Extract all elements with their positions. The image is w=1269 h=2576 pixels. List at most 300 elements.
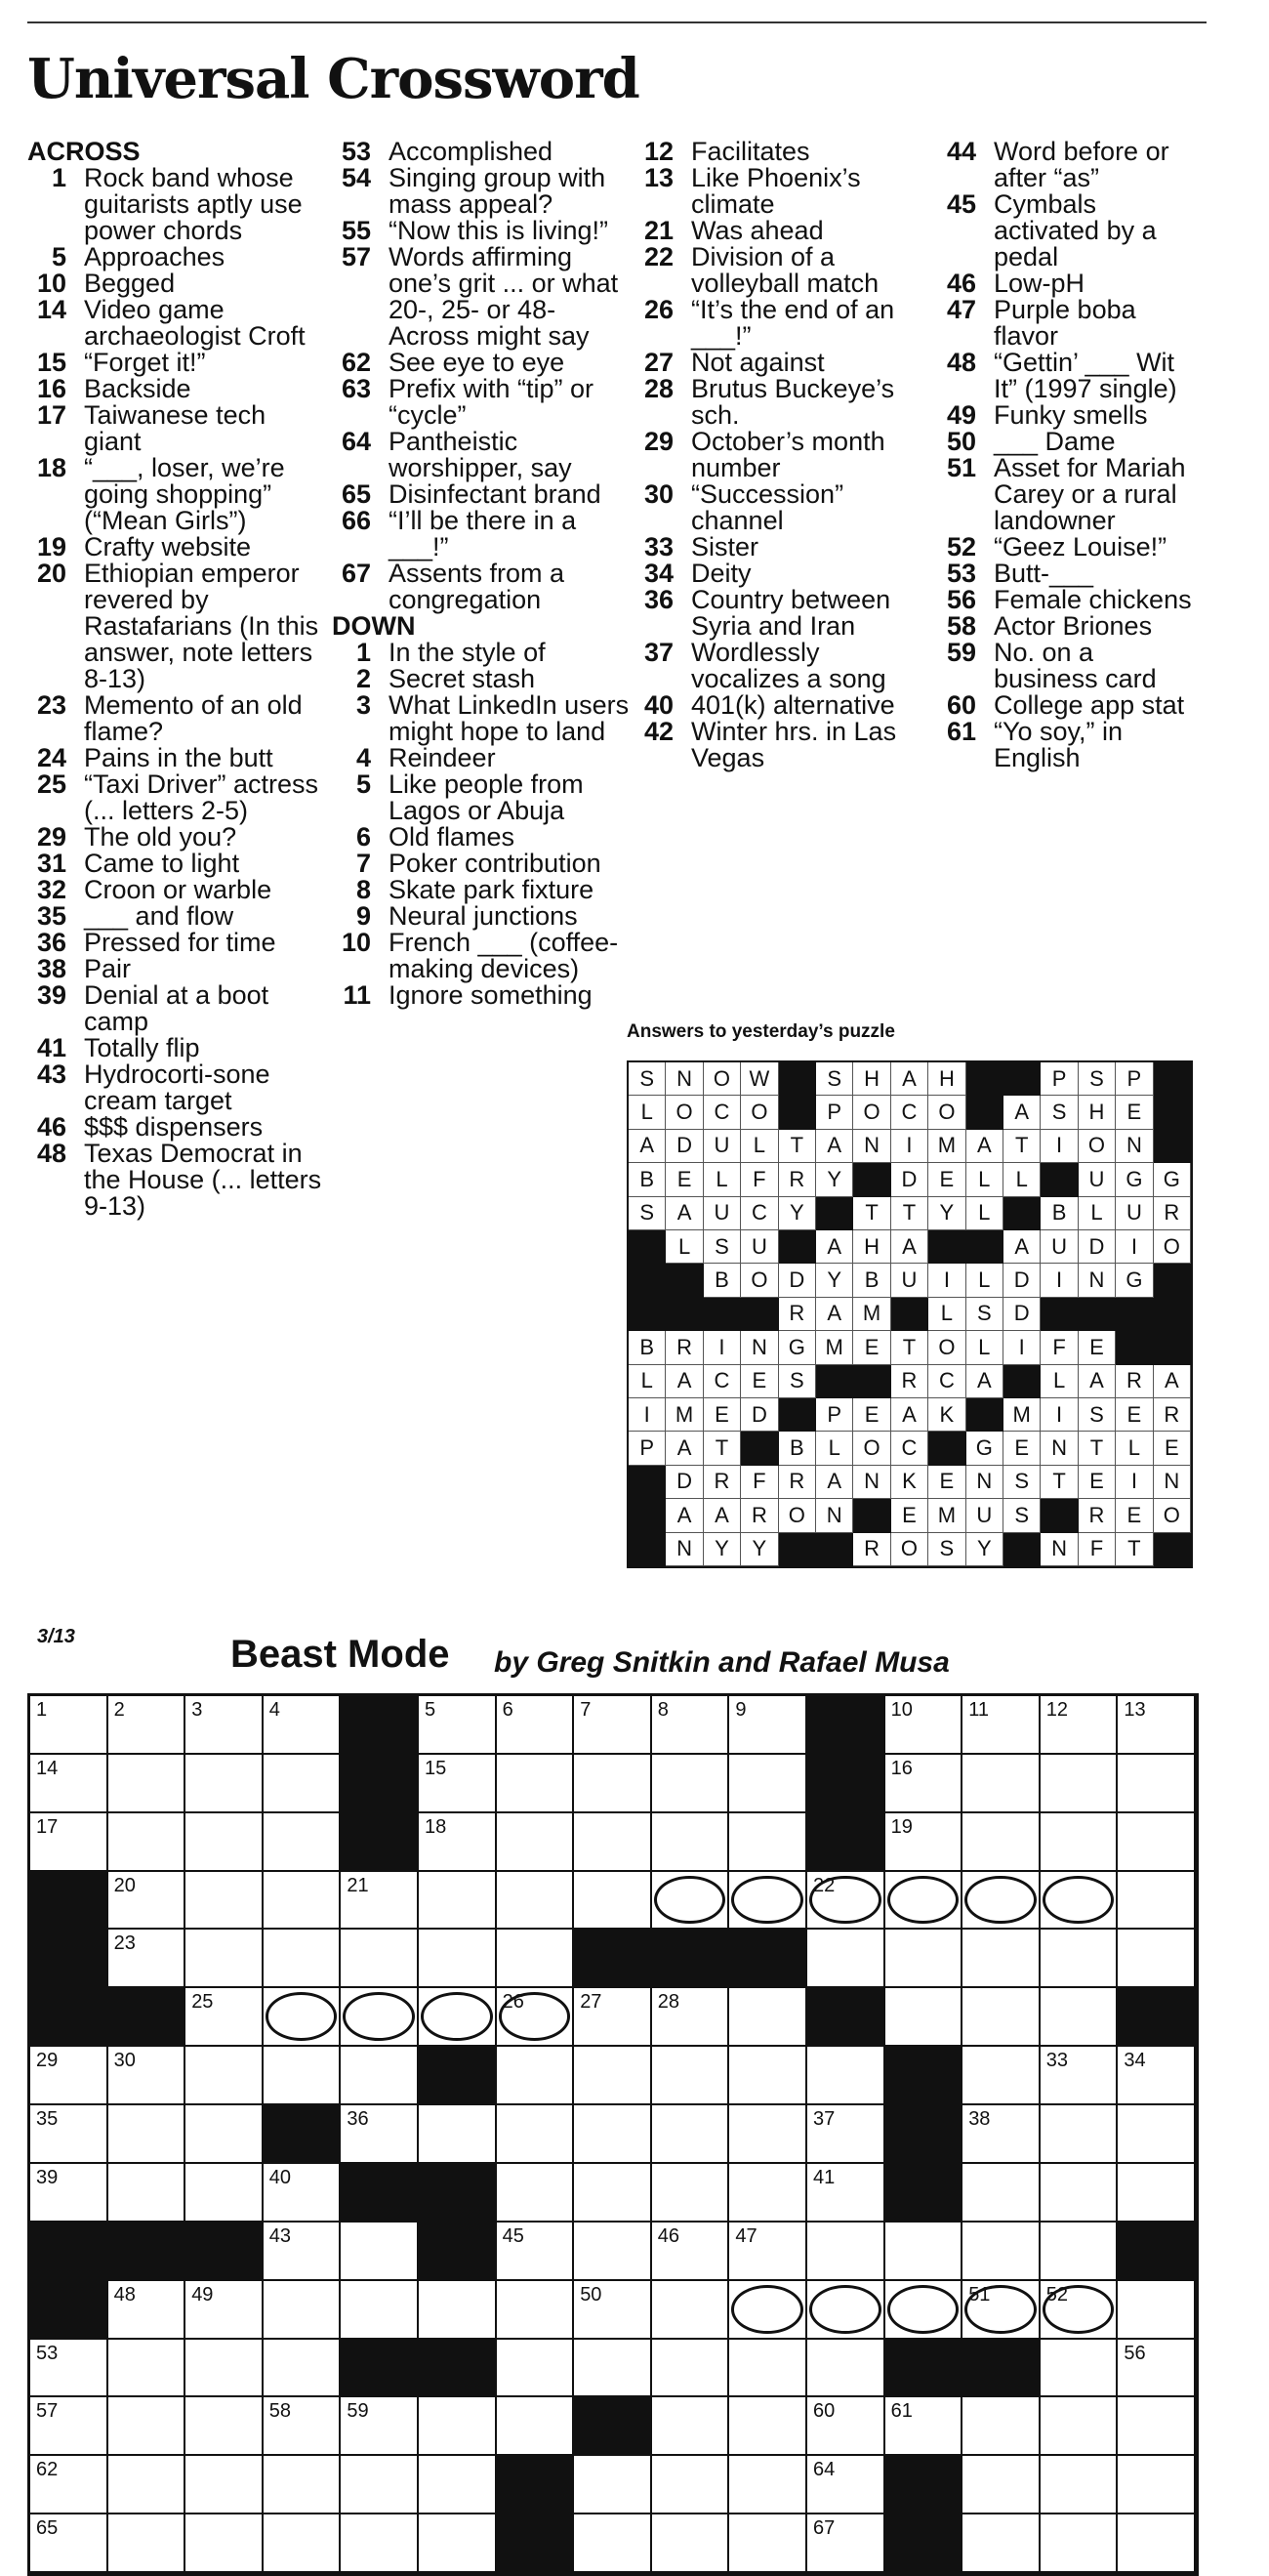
grid-cell[interactable] xyxy=(1118,2047,1196,2105)
grid-cell[interactable] xyxy=(419,2105,497,2164)
grid-cell[interactable] xyxy=(652,1755,730,1813)
circled-cell[interactable] xyxy=(419,1988,497,2047)
grid-cell[interactable] xyxy=(807,2397,885,2456)
grid-cell[interactable] xyxy=(30,1696,108,1755)
grid-cell[interactable] xyxy=(341,2514,419,2573)
yesterday-letter-cell: C xyxy=(704,1365,741,1398)
grid-cell[interactable] xyxy=(108,2514,186,2573)
yesterday-letter-cell: A xyxy=(966,1365,1003,1398)
grid-cell[interactable] xyxy=(1041,2105,1119,2164)
grid-cell[interactable] xyxy=(30,2340,108,2398)
grid-cell[interactable] xyxy=(185,2514,264,2573)
grid-cell[interactable] xyxy=(185,1813,264,1872)
yesterday-letter-cell: C xyxy=(741,1197,778,1230)
clue-text: Words affirming one’s grit ... or what 20-, 25- or 48-Across might say xyxy=(389,242,619,351)
clue-item xyxy=(937,640,1201,692)
grid-cell[interactable] xyxy=(264,2456,342,2514)
grid-cell[interactable] xyxy=(962,1930,1041,1988)
grid-cell[interactable] xyxy=(807,2047,885,2105)
yesterday-letter-cell: E xyxy=(666,1163,703,1196)
yesterday-letter-cell: E xyxy=(1154,1432,1191,1465)
grid-cell[interactable] xyxy=(652,2047,730,2105)
grid-cell[interactable] xyxy=(497,1872,575,1931)
yesterday-letter-cell: P xyxy=(1041,1062,1078,1096)
grid-cell[interactable] xyxy=(729,2223,807,2281)
grid-cell[interactable] xyxy=(652,2223,730,2281)
yesterday-letter-cell: N xyxy=(666,1062,703,1096)
cell-number: 6 xyxy=(502,1699,513,1721)
grid-cell[interactable] xyxy=(108,1872,186,1931)
grid-cell[interactable] xyxy=(652,1988,730,2047)
yesterday-letter-cell: E xyxy=(928,1466,965,1499)
grid-cell[interactable] xyxy=(264,1872,342,1931)
clue-text: Wordlessly vocalizes a song xyxy=(691,638,886,693)
grid-cell[interactable] xyxy=(497,1755,575,1813)
grid-cell[interactable] xyxy=(807,2456,885,2514)
grid-cell[interactable] xyxy=(1118,2456,1196,2514)
grid-cell[interactable] xyxy=(264,1696,342,1755)
yesterday-letter-cell: S xyxy=(1003,1466,1041,1499)
yesterday-letter-cell: T xyxy=(1116,1533,1153,1566)
grid-cell[interactable] xyxy=(497,2397,575,2456)
grid-cell[interactable] xyxy=(1118,2281,1196,2340)
grid-cell[interactable] xyxy=(807,1930,885,1988)
grid-cell[interactable] xyxy=(962,2514,1041,2573)
grid-cell[interactable] xyxy=(807,2164,885,2223)
grid-cell[interactable] xyxy=(108,2397,186,2456)
yesterday-letter-cell: U xyxy=(704,1197,741,1230)
grid-cell[interactable] xyxy=(341,2456,419,2514)
grid-cell[interactable] xyxy=(341,1872,419,1931)
grid-cell[interactable] xyxy=(185,1930,264,1988)
circled-cell[interactable] xyxy=(729,2281,807,2340)
clue-item xyxy=(332,692,630,745)
yesterday-black-cell xyxy=(779,1062,816,1096)
grid-cell[interactable] xyxy=(341,2223,419,2281)
grid-cell[interactable] xyxy=(1041,1988,1119,2047)
grid-cell[interactable] xyxy=(264,2514,342,2573)
yesterday-letter-cell: N xyxy=(1116,1130,1153,1163)
grid-cell[interactable] xyxy=(962,2456,1041,2514)
yesterday-letter-cell: R xyxy=(666,1331,703,1364)
grid-cell[interactable] xyxy=(962,1696,1041,1755)
grid-cell[interactable] xyxy=(729,2340,807,2398)
grid-cell[interactable] xyxy=(264,2047,342,2105)
grid-cell[interactable] xyxy=(497,2223,575,2281)
grid-cell[interactable] xyxy=(652,2456,730,2514)
grid-cell[interactable] xyxy=(652,2164,730,2223)
grid-cell[interactable] xyxy=(1118,2164,1196,2223)
cell-number: 1 xyxy=(36,1699,48,1721)
grid-cell[interactable] xyxy=(962,2105,1041,2164)
clue-item xyxy=(332,481,630,508)
grid-cell[interactable] xyxy=(30,2514,108,2573)
grid-cell[interactable] xyxy=(574,1813,652,1872)
clue-item xyxy=(937,692,1201,719)
grid-cell[interactable] xyxy=(419,1755,497,1813)
grid-cell[interactable] xyxy=(108,2164,186,2223)
yesterday-letter-cell: R xyxy=(779,1163,816,1196)
grid-cell[interactable] xyxy=(962,1755,1041,1813)
grid-cell[interactable] xyxy=(1041,1813,1119,1872)
grid-cell[interactable] xyxy=(652,2397,730,2456)
circled-cell[interactable] xyxy=(807,2281,885,2340)
cell-number: 17 xyxy=(36,1815,59,1838)
grid-cell[interactable] xyxy=(652,2340,730,2398)
grid-cell[interactable] xyxy=(574,2223,652,2281)
clue-text: Not against xyxy=(691,348,825,377)
yesterday-letter-cell: E xyxy=(1116,1096,1153,1129)
grid-cell[interactable] xyxy=(652,1696,730,1755)
grid-cell[interactable] xyxy=(885,1930,963,1988)
clue-item xyxy=(332,745,630,771)
yesterday-letter-cell: W xyxy=(741,1062,778,1096)
grid-cell[interactable] xyxy=(264,2164,342,2223)
grid-cell[interactable] xyxy=(1118,1872,1196,1931)
grid-cell[interactable] xyxy=(729,2047,807,2105)
grid-cell[interactable] xyxy=(30,2164,108,2223)
clue-number: 4 xyxy=(355,743,371,772)
clue-number: 28 xyxy=(643,374,674,403)
grid-cell[interactable] xyxy=(497,2105,575,2164)
clue-text: Poker contribution xyxy=(389,849,601,878)
yesterday-black-cell xyxy=(1154,1130,1191,1163)
grid-cell[interactable] xyxy=(1041,2164,1119,2223)
circled-cell[interactable] xyxy=(1041,1872,1119,1931)
grid-cell[interactable] xyxy=(185,1696,264,1755)
cell-number: 50 xyxy=(580,2283,602,2306)
yesterday-letter-cell: H xyxy=(853,1062,890,1096)
grid-cell[interactable] xyxy=(341,2105,419,2164)
grid-cell[interactable] xyxy=(185,1755,264,1813)
grid-cell[interactable] xyxy=(497,2281,575,2340)
cell-number: 40 xyxy=(268,2166,292,2188)
grid-cell[interactable] xyxy=(341,2397,419,2456)
grid-cell[interactable] xyxy=(729,1755,807,1813)
grid-cell[interactable] xyxy=(807,2105,885,2164)
grid-cell[interactable] xyxy=(807,2340,885,2398)
grid-cell[interactable] xyxy=(885,1755,963,1813)
circled-cell[interactable] xyxy=(497,1988,575,2047)
circled-cell[interactable] xyxy=(962,2281,1041,2340)
grid-cell[interactable] xyxy=(30,2456,108,2514)
grid-cell[interactable] xyxy=(962,2223,1041,2281)
grid-cell[interactable] xyxy=(652,2514,730,2573)
yesterday-letter-cell: N xyxy=(853,1466,890,1499)
yesterday-letter-cell: E xyxy=(928,1163,965,1196)
grid-cell[interactable] xyxy=(185,2340,264,2398)
clue-number: 27 xyxy=(643,348,674,377)
circled-cell[interactable] xyxy=(652,1872,730,1931)
clue-number: 29 xyxy=(36,822,66,852)
clue-text: Totally flip xyxy=(84,1033,200,1062)
yesterday-letter-cell: T xyxy=(891,1331,928,1364)
grid-cell[interactable] xyxy=(264,2223,342,2281)
grid-cell[interactable] xyxy=(962,2164,1041,2223)
grid-cell[interactable] xyxy=(962,2047,1041,2105)
grid-cell[interactable] xyxy=(341,2047,419,2105)
grid-cell[interactable] xyxy=(264,1930,342,1988)
grid-cell[interactable] xyxy=(729,2105,807,2164)
yesterday-letter-cell: M xyxy=(816,1331,853,1364)
grid-cell[interactable] xyxy=(807,2223,885,2281)
grid-cell[interactable] xyxy=(497,1930,575,1988)
grid-cell[interactable] xyxy=(419,2514,497,2573)
grid-cell[interactable] xyxy=(962,1813,1041,1872)
grid-cell[interactable] xyxy=(574,1755,652,1813)
grid-cell[interactable] xyxy=(885,2397,963,2456)
clue-item xyxy=(27,1141,325,1220)
clue-item xyxy=(27,903,325,930)
grid-cell[interactable] xyxy=(108,2105,186,2164)
grid-cell[interactable] xyxy=(108,1696,186,1755)
grid-cell[interactable] xyxy=(1041,2397,1119,2456)
grid-cell[interactable] xyxy=(729,2456,807,2514)
grid-cell[interactable] xyxy=(574,2105,652,2164)
yesterday-letter-cell: I xyxy=(629,1398,666,1432)
grid-cell[interactable] xyxy=(497,2164,575,2223)
yesterday-letter-cell: E xyxy=(1079,1331,1116,1364)
grid-cell[interactable] xyxy=(729,1696,807,1755)
clue-number: 3 xyxy=(355,690,371,720)
black-square xyxy=(30,1872,108,1931)
yesterday-black-cell xyxy=(891,1298,928,1331)
clue-item xyxy=(634,165,932,218)
grid-cell[interactable] xyxy=(1118,1930,1196,1988)
grid-cell[interactable] xyxy=(807,2514,885,2573)
grid-cell[interactable] xyxy=(729,2514,807,2573)
yesterday-letter-cell: A xyxy=(1003,1096,1041,1129)
grid-cell[interactable] xyxy=(1118,2397,1196,2456)
cell-number: 49 xyxy=(191,2283,214,2306)
grid-cell[interactable] xyxy=(1118,1813,1196,1872)
cell-number: 52 xyxy=(1045,2283,1069,2306)
grid-cell[interactable] xyxy=(108,2340,186,2398)
grid-cell[interactable] xyxy=(185,1988,264,2047)
clue-number: 45 xyxy=(946,189,976,219)
grid-cell[interactable] xyxy=(419,1813,497,1872)
clue-item xyxy=(27,270,325,297)
clue-number: 54 xyxy=(341,163,371,192)
clue-number: 25 xyxy=(36,769,66,799)
grid-cell[interactable] xyxy=(264,2281,342,2340)
clue-number: 18 xyxy=(36,453,66,482)
grid-cell[interactable] xyxy=(108,1755,186,1813)
clue-item xyxy=(27,1114,325,1141)
grid-cell[interactable] xyxy=(1041,2223,1119,2281)
cell-number: 45 xyxy=(502,2224,524,2247)
grid-cell[interactable] xyxy=(264,1813,342,1872)
grid-cell[interactable] xyxy=(1118,2105,1196,2164)
grid-cell[interactable] xyxy=(185,2047,264,2105)
grid-cell[interactable] xyxy=(652,2281,730,2340)
clue-number: 24 xyxy=(36,743,66,772)
grid-cell[interactable] xyxy=(185,1872,264,1931)
clue-number: 57 xyxy=(341,242,371,271)
grid-cell[interactable] xyxy=(497,1813,575,1872)
grid-cell[interactable] xyxy=(1041,1755,1119,1813)
cell-number: 53 xyxy=(36,2342,59,2364)
yesterday-letter-cell: A xyxy=(1003,1230,1041,1264)
grid-cell[interactable] xyxy=(729,1988,807,2047)
circled-cell[interactable] xyxy=(729,1872,807,1931)
yesterday-letter-cell: B xyxy=(629,1163,666,1196)
grid-cell[interactable] xyxy=(185,2164,264,2223)
grid-cell[interactable] xyxy=(885,2223,963,2281)
yesterday-letter-cell: Y xyxy=(816,1163,853,1196)
grid-cell[interactable] xyxy=(729,2164,807,2223)
grid-cell[interactable] xyxy=(497,2047,575,2105)
clue-text: What LinkedIn users might hope to land xyxy=(389,690,630,746)
yesterday-letter-cell: L xyxy=(704,1163,741,1196)
grid-cell[interactable] xyxy=(1041,2047,1119,2105)
grid-cell[interactable] xyxy=(497,1696,575,1755)
grid-cell[interactable] xyxy=(419,1696,497,1755)
grid-cell[interactable] xyxy=(30,2397,108,2456)
grid-cell[interactable] xyxy=(729,2397,807,2456)
grid-cell[interactable] xyxy=(497,2340,575,2398)
clue-number: 61 xyxy=(946,717,976,746)
circled-cell[interactable] xyxy=(1041,2281,1119,2340)
grid-cell[interactable] xyxy=(185,2397,264,2456)
cell-number: 3 xyxy=(191,1699,203,1721)
clue-number: 10 xyxy=(341,928,371,957)
grid-cell[interactable] xyxy=(962,2397,1041,2456)
circled-cell[interactable] xyxy=(885,2281,963,2340)
black-square xyxy=(807,1696,885,1755)
yesterday-letter-cell: R xyxy=(779,1466,816,1499)
grid-cell[interactable] xyxy=(885,1696,963,1755)
grid-cell[interactable] xyxy=(1118,1755,1196,1813)
clue-number: 23 xyxy=(36,690,66,720)
circled-cell[interactable] xyxy=(962,1872,1041,1931)
grid-cell[interactable] xyxy=(574,2514,652,2573)
circled-cell[interactable] xyxy=(264,1988,342,2047)
clue-text: “It’s the end of an ___!” xyxy=(691,295,895,351)
grid-cell[interactable] xyxy=(652,2105,730,2164)
yesterday-letter-cell: O xyxy=(928,1331,965,1364)
grid-cell[interactable] xyxy=(30,1813,108,1872)
grid-cell[interactable] xyxy=(30,2047,108,2105)
clue-number: 52 xyxy=(946,532,976,561)
clue-item xyxy=(332,244,630,350)
grid-cell[interactable] xyxy=(574,1872,652,1931)
circled-cell[interactable] xyxy=(807,1872,885,1931)
grid-cell[interactable] xyxy=(652,1813,730,1872)
yesterday-letter-cell: O xyxy=(1154,1499,1191,1532)
grid-cell[interactable] xyxy=(885,1813,963,1872)
yesterday-black-cell xyxy=(1041,1163,1078,1196)
cell-number: 34 xyxy=(1124,2050,1146,2072)
grid-cell[interactable] xyxy=(1041,2456,1119,2514)
clue-number: 5 xyxy=(355,769,371,799)
grid-cell[interactable] xyxy=(419,2397,497,2456)
grid-cell[interactable] xyxy=(108,1813,186,1872)
grid-cell[interactable] xyxy=(264,1755,342,1813)
grid-cell[interactable] xyxy=(885,1988,963,2047)
black-square xyxy=(807,1755,885,1813)
cell-number: 28 xyxy=(657,1991,680,2014)
circled-cell[interactable] xyxy=(341,1988,419,2047)
yesterday-letter-cell: Y xyxy=(704,1533,741,1566)
grid-cell[interactable] xyxy=(1118,2514,1196,2573)
grid-cell[interactable] xyxy=(30,1755,108,1813)
grid-cell[interactable] xyxy=(185,2456,264,2514)
grid-cell[interactable] xyxy=(1118,1696,1196,1755)
clue-text: “Geez Louise!” xyxy=(994,532,1167,561)
grid-cell[interactable] xyxy=(264,2340,342,2398)
grid-cell[interactable] xyxy=(574,2340,652,2398)
grid-cell[interactable] xyxy=(30,2105,108,2164)
grid-cell[interactable] xyxy=(574,1988,652,2047)
grid-cell[interactable] xyxy=(962,1988,1041,2047)
clue-text: Approaches xyxy=(84,242,225,271)
grid-cell[interactable] xyxy=(108,2456,186,2514)
yesterday-letter-cell: I xyxy=(1116,1230,1153,1264)
clue-number: 14 xyxy=(36,295,66,324)
yesterday-letter-cell: T xyxy=(704,1432,741,1465)
grid-cell[interactable] xyxy=(1041,2514,1119,2573)
grid-cell[interactable] xyxy=(1041,2340,1119,2398)
clue-text: Asset for Mariah Carey or a rural landowner xyxy=(994,453,1186,535)
grid-cell[interactable] xyxy=(419,1930,497,1988)
grid-cell[interactable] xyxy=(108,2281,186,2340)
clue-heading-across: ACROSS xyxy=(27,137,141,166)
grid-cell[interactable] xyxy=(264,2397,342,2456)
grid-cell[interactable] xyxy=(1118,2340,1196,2398)
yesterday-letter-cell: U xyxy=(1079,1163,1116,1196)
cell-number: 7 xyxy=(580,1699,592,1721)
yesterday-letter-cell: A xyxy=(816,1230,853,1264)
clue-item xyxy=(27,244,325,270)
yesterday-letter-cell: N xyxy=(666,1533,703,1566)
grid-cell[interactable] xyxy=(419,1872,497,1931)
yesterday-letter-cell: A xyxy=(1154,1365,1191,1398)
clue-text: Neural junctions xyxy=(389,901,578,931)
grid-cell[interactable] xyxy=(108,1930,186,1988)
grid-cell[interactable] xyxy=(185,2281,264,2340)
grid-cell[interactable] xyxy=(1041,1930,1119,1988)
grid-cell[interactable] xyxy=(1041,1696,1119,1755)
grid-cell[interactable] xyxy=(185,2105,264,2164)
grid-cell[interactable] xyxy=(419,2281,497,2340)
grid-cell[interactable] xyxy=(574,2281,652,2340)
clue-number: 32 xyxy=(36,875,66,904)
yesterday-black-cell xyxy=(1116,1331,1153,1364)
grid-cell[interactable] xyxy=(574,2164,652,2223)
yesterday-black-cell xyxy=(1003,1062,1041,1096)
clue-text: Brutus Buckeye’s sch. xyxy=(691,374,895,430)
clue-number: 20 xyxy=(36,559,66,588)
black-square xyxy=(341,1696,419,1755)
clue-text: Cymbals activated by a pedal xyxy=(994,189,1157,271)
cell-number: 25 xyxy=(191,1991,214,2014)
yesterday-letter-cell: L xyxy=(816,1432,853,1465)
yesterday-letter-cell: R xyxy=(1116,1365,1153,1398)
grid-cell[interactable] xyxy=(729,1813,807,1872)
grid-cell[interactable] xyxy=(574,2456,652,2514)
grid-cell[interactable] xyxy=(108,2047,186,2105)
grid-cell[interactable] xyxy=(574,2047,652,2105)
grid-cell[interactable] xyxy=(574,1696,652,1755)
grid-cell[interactable] xyxy=(341,1930,419,1988)
clue-item xyxy=(937,613,1201,640)
clue-text: $$$ dispensers xyxy=(84,1112,264,1142)
yesterday-letter-cell: H xyxy=(853,1230,890,1264)
grid-cell[interactable] xyxy=(341,2281,419,2340)
grid-cell[interactable] xyxy=(419,2456,497,2514)
circled-cell[interactable] xyxy=(885,1872,963,1931)
